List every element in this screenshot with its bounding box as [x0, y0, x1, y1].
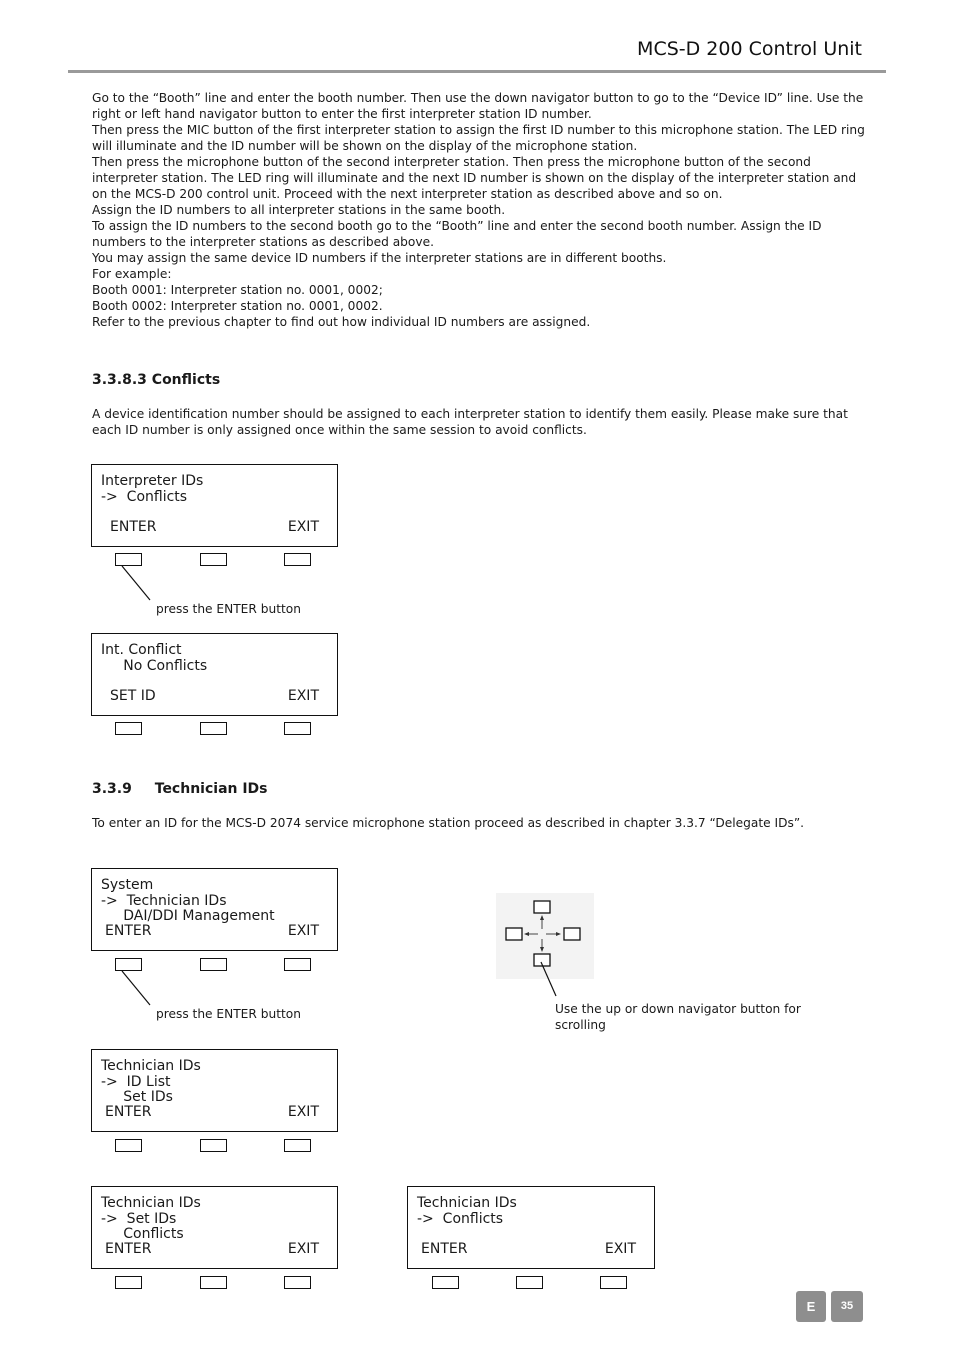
lcd-display-system	[91, 868, 338, 951]
lcd-softkey-label: ENTER	[105, 1241, 152, 1257]
pointer-line-stroke	[122, 971, 150, 1005]
lcd-display-technician-ids-conflicts	[407, 1186, 655, 1269]
technician-heading-title: Technician IDs	[154, 781, 268, 797]
conflicts-heading: 3.3.8.3 Conflicts	[92, 372, 221, 388]
intro-paragraph: Booth 0002: Interpreter station no. 0001, 0002.	[92, 299, 383, 313]
softkey-left-button[interactable]	[432, 1276, 459, 1289]
lcd-display-technician-ids-id-list	[91, 1049, 338, 1132]
lcd-line: Int. Conflict	[101, 642, 182, 658]
softkey-middle-button[interactable]	[200, 1139, 227, 1152]
lcd-softkey-label: ENTER	[110, 519, 157, 535]
softkey-middle-button[interactable]	[516, 1276, 543, 1289]
lcd-display-int-conflict	[91, 633, 338, 716]
lcd-display-technician-ids-set-ids	[91, 1186, 338, 1269]
lcd-softkey-label: EXIT	[287, 923, 319, 939]
lcd-softkey-label: ENTER	[105, 923, 152, 939]
press-enter-caption: press the ENTER button	[156, 602, 301, 616]
intro-paragraph: For example:	[92, 267, 172, 281]
nav-left-button	[506, 928, 522, 940]
navigator-caption: Use the up or down navigator button for scrolling	[555, 1002, 801, 1032]
softkey-right-button[interactable]	[284, 1139, 311, 1152]
softkey-right-button[interactable]	[284, 553, 311, 566]
lcd-line: Conflicts	[101, 1226, 184, 1242]
lcd-softkey-label: EXIT	[287, 519, 319, 535]
intro-paragraph: Go to the “Booth” line and enter the booth number. Then use the down navigator button to go to the “Device ID” line. Use the right or left hand navigator button to enter the first interpreter station ID number.	[92, 91, 864, 121]
intro-paragraph: Booth 0001: Interpreter station no. 0001, 0002;	[92, 283, 383, 297]
language-badge: E	[796, 1291, 826, 1322]
intro-paragraph: Then press the MIC button of the first interpreter station to assign the first ID number to this microphone station. The LED ring will illuminate and the ID number will be shown on the display of the microphone station.	[92, 123, 865, 153]
lcd-softkey-label: ENTER	[105, 1104, 152, 1120]
softkey-middle-button[interactable]	[200, 1276, 227, 1289]
softkey-right-button[interactable]	[284, 722, 311, 735]
lcd-line: System	[101, 877, 154, 893]
press-enter-caption: press the ENTER button	[156, 1007, 301, 1021]
softkey-left-button[interactable]	[115, 1276, 142, 1289]
intro-paragraph: Then press the microphone button of the second interpreter station. Then press the microphone button of the second interpreter station. The LED ring will illuminate and the next ID number is shown on the display of the interpreter station and on the MCS-D 200 control unit. Proceed with the next interpreter station as described above and so on.	[92, 155, 857, 201]
technician-heading-number: 3.3.9	[92, 781, 132, 797]
header-rule	[68, 70, 886, 73]
intro-paragraph: Refer to the previous chapter to find out how individual ID numbers are assigned.	[92, 315, 591, 329]
lcd-line: Technician IDs	[417, 1195, 517, 1211]
lcd-line: -> ID List	[101, 1074, 171, 1090]
technician-text: To enter an ID for the MCS-D 2074 service microphone station proceed as described in chapter 3.3.7 “Delegate IDs”.	[92, 816, 805, 830]
lcd-softkey-label: EXIT	[287, 1104, 319, 1120]
softkey-middle-button[interactable]	[200, 553, 227, 566]
lcd-line: -> Technician IDs	[101, 893, 227, 909]
softkey-right-button[interactable]	[284, 1276, 311, 1289]
lcd-line: Technician IDs	[101, 1195, 201, 1211]
nav-right-button	[564, 928, 580, 940]
lcd-line: Set IDs	[101, 1089, 173, 1105]
softkey-left-button[interactable]	[115, 1139, 142, 1152]
softkey-middle-button[interactable]	[200, 722, 227, 735]
lcd-line: -> Conflicts	[101, 489, 188, 505]
nav-up-button	[534, 901, 550, 913]
lcd-softkey-label: EXIT	[287, 688, 319, 704]
lcd-softkey-label: SET ID	[110, 688, 156, 704]
softkey-right-button[interactable]	[284, 958, 311, 971]
navigator-pointer-line	[535, 960, 565, 1000]
lcd-softkey-label: ENTER	[421, 1241, 468, 1257]
intro-paragraph: To assign the ID numbers to the second booth go to the “Booth” line and enter the second booth number. Assign the ID numbers to the interpreter stations as described above.	[92, 219, 822, 249]
softkey-right-button[interactable]	[600, 1276, 627, 1289]
pointer-line	[110, 560, 170, 605]
conflicts-text: A device identification number should be assigned to each interpreter station to identify them easily. Please make sure that each ID number is only assigned once within the same session to avoid conflicts.	[92, 407, 848, 437]
technician-heading	[92, 781, 268, 797]
lcd-line: -> Set IDs	[101, 1211, 177, 1227]
intro-paragraph: Assign the ID numbers to all interpreter stations in the same booth.	[92, 203, 506, 217]
lcd-line: DAI/DDI Management	[101, 908, 275, 924]
pointer-line	[110, 965, 170, 1010]
lcd-line: Technician IDs	[101, 1058, 201, 1074]
intro-text	[92, 90, 867, 330]
page-header-title: MCS-D 200 Control Unit	[637, 38, 862, 60]
softkey-left-button[interactable]	[115, 722, 142, 735]
softkey-middle-button[interactable]	[200, 958, 227, 971]
pointer-line-stroke	[122, 566, 150, 600]
lcd-softkey-label: EXIT	[604, 1241, 636, 1257]
page-number: 35	[831, 1291, 863, 1322]
lcd-softkey-label: EXIT	[287, 1241, 319, 1257]
lcd-display-interpreter-ids	[91, 464, 338, 547]
lcd-line: -> Conflicts	[417, 1211, 504, 1227]
navigator-pointer-stroke	[541, 962, 556, 996]
lcd-line: No Conflicts	[101, 658, 208, 674]
lcd-line: Interpreter IDs	[101, 473, 204, 489]
intro-paragraph: You may assign the same device ID numbers if the interpreter stations are in different booths.	[92, 251, 667, 265]
